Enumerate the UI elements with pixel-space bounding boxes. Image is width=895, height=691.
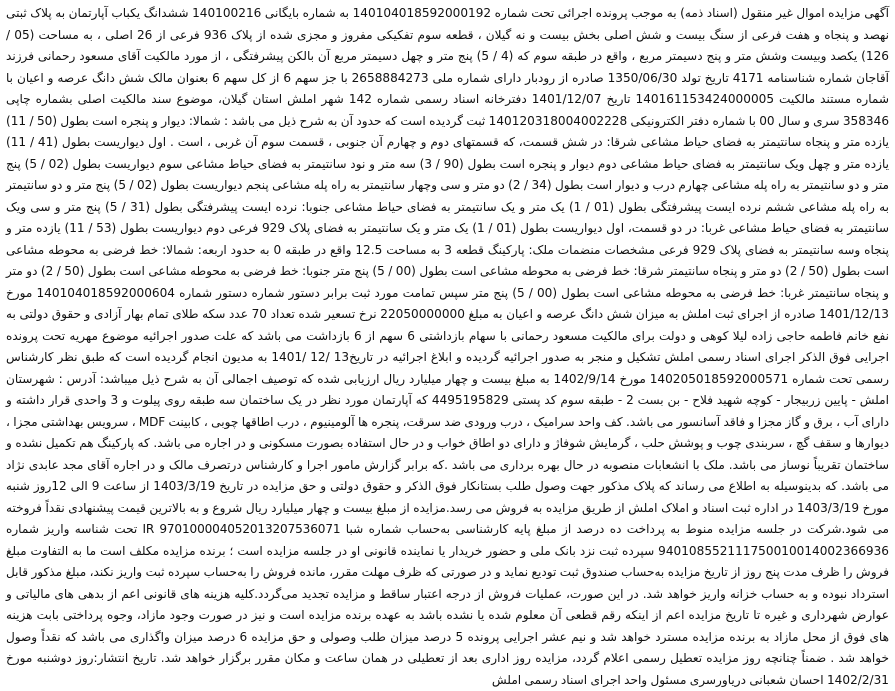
auction-notice-body: آگهی مزایده اموال غیر منقول (اسناد ذمه) به موجب پرونده اجرائی تحت شماره 140104018592000192 به شماره بایگانی 140100216 ششدانگ یکباب آپارتمان به پلاک ثبتی نهصد و پنجاه و هفت فرعی از سنگ بیست و شش اصلی بخش بیست و نه گیلان ، قطعه سوم تفکیکی مفروز و مجزی شده از پلاک 936 فرعی از 26 اصلی ، به مساحت (05 / 126) یکصد وبیست وشش متر و پنج دسیمتر مربع ، واقع در طبقه سوم که (4 / 5) پنج متر و چهل دسیمتر مربع آن بالکن پیشرفتگی ، از مورد مالکیت آقای مسعود رحمانی فرزند آقاجان شماره شناسنامه 4171 تاریخ تولد 1350/06/30 صادره از رودبار دارای شماره ملی 2658884273 با جز سهم 6 از کل سهم 6 بعنوان مالک شش دانگ عرصه و اعیان با شماره مستند مالکیت 140161153424000005 تاریخ 1401/12/07 دفترخانه اسناد رسمی شماره 142 شهر املش استان گیلان، موضوع سند مالکیت اصلی بشماره چاپی 358346 سری و سال 00 با شماره دفتر الکترونیکی 140120318004002228 ثبت گردیده است که حدود آن به شرح ذیل می باشد : شمالا: دیوار و پنجره است بطول (50 / 11) یازده متر و پنجاه سانتیمتر به فضای حیاط مشاعی شرقا: در شش قسمت، که قسمتهای دوم و چهارم آن جنوبی ، قسمت سوم آن غربی ، است . اول دیواریست بطول (41 / 11) یازده متر و چهل ویک سانتیمتر به فضای حیاط مشاعی دوم دیوار و پنجره است بطول (90 / 3) سه متر و نود سانتیمتر به فضای حیاط مشاعی سوم دیواریست بطول (02 / 5) پنج متر و دو سانتیمتر به راه پله مشاعی چهارم درب و دیوار است بطول (34 / 2) دو متر و سی وچهار سانتیمتر به راه پله مشاعی پنجم دیواریست بطول (02 / 5) پنج متر و دو سانتیمتر به راه پله مشاعی ششم نرده ایست پیشرفتگی بطول (01 / 1) یک متر و یک سانتیمتر به فضای حیاط مشاعی جنوبا: نرده ایست پیشرفتگی بطول (31 / 5) پنج متر و سی ویک سانتیمتر به فضای حیاط مشاعی غربا: در دو قسمت، اول دیواریست بطول (01 / 1) یک متر و یک سانتیمتر به فضای پلاک 929 فرعی دوم دیواریست بطول (53 / 11) یازده متر و پنجاه وسه سانتیمتر به فضای پلاک 929 فرعی مشخصات منضمات ملک: پارکینگ قطعه 3 به مساحت 12.5 واقع در طبقه 0 به حدود اربعه: شمالا: خط فرضی به محوطه مشاعی است بطول (50 / 2) دو متر و پنجاه سانتیمتر شرقا: خط فرضی به محوطه مشاعی است بطول (00 / 5) پنج متر جنوبا: خط فرضی به محوطه مشاعی است بطول (50 / 2) دو متر و پنجاه سانتیمتر غربا: خط فرضی به محوطه مشاعی است بطول (00 / 5) پنج متر سپس تمامت مورد ثبت برابر دستور شماره دستور شماره 140104018592000604 مورخ 1401/12/13 صادره از اجرای ثبت املش به میزان شش دانگ عرصه و اعیان به مبلغ 22050000000 نرخ تسعیر شده تعداد 70 عدد سکه طلای تمام بهار آزادی و حقوق دولتی به نفع خانم فاطمه حاجی زاده لیلا کوهی و دولت برای مالکیت مسعود رحمانی با سهام بازداشتی 6 سهم از 6 بازداشت می باشد که علت صدور اجرائیه موضوع مهریه تحت پرونده اجرایی فوق الذکر اجرای اسناد رسمی املش تشکیل و منجر به صدور اجرائیه گردیده و ابلاغ اجرائیه در تاریخ13 /12 /1401 به مدیون انجام گردیده است که طبق نظر کارشناس رسمی تحت شماره 140205018592000571 مورخ 1402/9/14 به مبلغ بیست و چهار میلیارد ریال ارزیابی شده که توصیف اجمالی آن به شرح ذیل میباشد: آدرس : شهرستان املش - پایین زربیجار - کوچه شهید فلاح - بن بست 2 - طبقه سوم کد پستی 4495195829 که آپارتمان مورد نظر در یک ساختمان سه طبقه روی پیلوت و 3 واحدی قرار داشته و دارای آب ، برق و گاز مجزا و فاقد آسانسور می باشد. کف واحد سرامیک ، درب ورودی ضد سرقت، پنجره ها آلومینیوم ، درب اطاقها چوبی ، کابینت MDF ، سرویس بهداشتی مجزا ، دیوارها و سقف گچ ، سربندی چوب و پوشش حلب ، گرمایش شوفاژ و دارای دو اطاق خواب و در حال استفاده بصورت مسکونی و در اجاره می باشد. که پارکینگ هم تکمیل نشده و ساختمان تقریباً نوساز می باشد. ملک با انشعابات منصوبه در حال بهره برداری می باشد .که برابر گزارش مامور اجرا و کارشناس درتصرف مالک و در اجاره آقای مجد عابدی نژاد می باشد. که بدینوسیله به اطلاع می رساند که پلاک مذکور جهت وصول طلب بستانکار فوق الذکر و حقوق دولتی و حق مزایده در تاریخ 1403/3/19 از ساعت 9 الی 12روز شنبه مورخ 1403/3/19 در اداره ثبت اسناد و املاک املش از طریق مزایده به فروش می رسد.مزایده از مبلغ بیست و چهار میلیارد ریال شروع و به بالاترین قیمت پیشنهادی نقداً فروخته می شود.شرکت در جلسه مزایده منوط به پرداخت ده درصد از مبلغ پایه کارشناسی به‌حساب شماره شبا IR 970100004052013207536071 تحت شناسه واریز شماره 940108552111750010014002366936 سپرده ثبت نزد بانک ملی و حضور خریدار یا نماینده قانونی او در جلسه مزایده است ؛ برنده مزایده مکلف است ما به التفاوت مبلغ فروش را ظرف مدت پنج روز از تاریخ مزایده به‌حساب صندوق ثبت تودیع نماید و در صورتی که ظرف مهلت مقرر، مانده فروش را به‌حساب سپرده ثبت واریز نکند، مبلغ مذکور قابل استرداد نبوده و به حساب خزانه واریز خواهد شد. در این صورت، عملیات فروش از درجه اعتبار ساقط و مزایده تجدید می‌گردد.کلیه هزینه های قانونی اعم از بدهی های مالیاتی و عوارض شهرداری و غیره تا تاریخ مزایده اعم از اینکه رقم قطعی آن معلوم شده یا نشده باشد به عهده برنده مزایده است و نیز در صورت وجود مازاد، وجوه پرداختی بابت هزینه های فوق از محل مازاد به برنده مزایده مسترد خواهد شد و نیم عشر اجرایی پرونده 5 درصد میزان طلب وصولی و حق مزایده 6 درصد میزان واگذاری می باشد که نقداً وصول خواهد شد . ضمناً چنانچه روز مزایده تعطیل رسمی اعلام گردد، مزایده روز اداری بعد از تعطیلی در همان ساعت و مکان مقرر برگزار خواهد شد. تاریخ انتشار:روز دوشنبه مورخ 1402/2/31 احسان شعبانی دریاورسری مسئول واحد اجرای اسناد رسمی املش: [6, 6, 890, 687]
